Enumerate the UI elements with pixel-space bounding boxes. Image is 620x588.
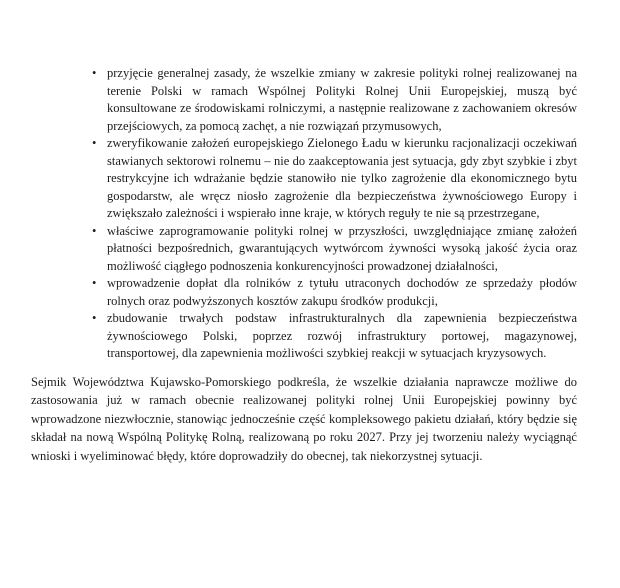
list-item	[31, 223, 577, 276]
bullet-item-text: przyjęcie generalnej zasady, że wszelkie zmiany w zakresie polityki rolnej realizowanej na terenie Polski w ramach Wspólnej Polityki Rolnej Unii Europejskiej, muszą być konsultowane ze środowiskami rolniczymi, a następnie realizowane z zachowaniem okresów przejściowych, za pomocą zachęt, a nie rozwiązań przymusowych,	[107, 66, 577, 133]
bullet-icon: •	[92, 276, 97, 290]
list-item	[31, 65, 577, 135]
closing-paragraph: Sejmik Województwa Kujawsko-Pomorskiego podkreśla, że wszelkie działania naprawcze możliwe do zastosowania już w ramach obecnie realizowanej polityki rolnej Unii Europejskiej powinny być wprowadzone niezwłocznie, stanowiąc jednocześnie część kompleksowego pakietu działań, który będzie się składał na nową Wspólną Politykę Rolną, realizowaną po roku 2027. Przy jej tworzeniu należy wyciągnąć wnioski i wyeliminować błędy, które doprowadziły do obecnej, tak niekorzystnej sytuacji.	[31, 374, 577, 463]
bullet-list	[31, 65, 577, 363]
bullet-icon: •	[92, 66, 97, 80]
list-item	[31, 135, 577, 223]
document-content	[31, 65, 577, 465]
bullet-item-text: właściwe zaprogramowanie polityki rolnej w przyszłości, uwzględniające zmianę założeń płatności bezpośrednich, gwarantujących wytwórcom żywności wysoką jakość życia oraz możliwość ciągłego podnoszenia konkurencyjności prowadzonej działalności,	[107, 223, 577, 273]
bullet-item-text: zweryfikowanie założeń europejskiego Zielonego Ładu w kierunku racjonalizacji oczekiwań stawianych sektorowi rolnemu – nie do zaakceptowania jest sytuacja, gdy zbyt szybkie i zbyt restrykcyjne ich wdrażanie będzie stanowiło nie tylko zagrożenie dla ekonomicznego bytu gospodarstw, ale wręcz niosło zagrożenie dla bezpieczeństwa żywnościowego Europy i zwiększało zależności i wspierało inne kraje, w których reguły te nie są przestrzegane,	[107, 136, 577, 220]
list-item	[31, 275, 577, 310]
bullet-icon: •	[92, 136, 97, 150]
bullet-item-text: zbudowanie trwałych podstaw infrastrukturalnych dla zapewnienia bezpieczeństwa żywnościowego Polski, poprzez rozwój infrastruktury portowej, magazynowej, transportowej, dla zapewnienia możliwości szybkiej reakcji w sytuacjach kryzysowych.	[107, 311, 577, 360]
list-item	[31, 310, 577, 363]
bullet-icon: •	[92, 311, 97, 325]
bullet-item-text: wprowadzenie dopłat dla rolników z tytułu utraconych dochodów ze sprzedaży płodów rolnych oraz podwyższonych kosztów zakupu środków produkcji,	[107, 276, 577, 308]
bullet-icon: •	[92, 223, 97, 238]
